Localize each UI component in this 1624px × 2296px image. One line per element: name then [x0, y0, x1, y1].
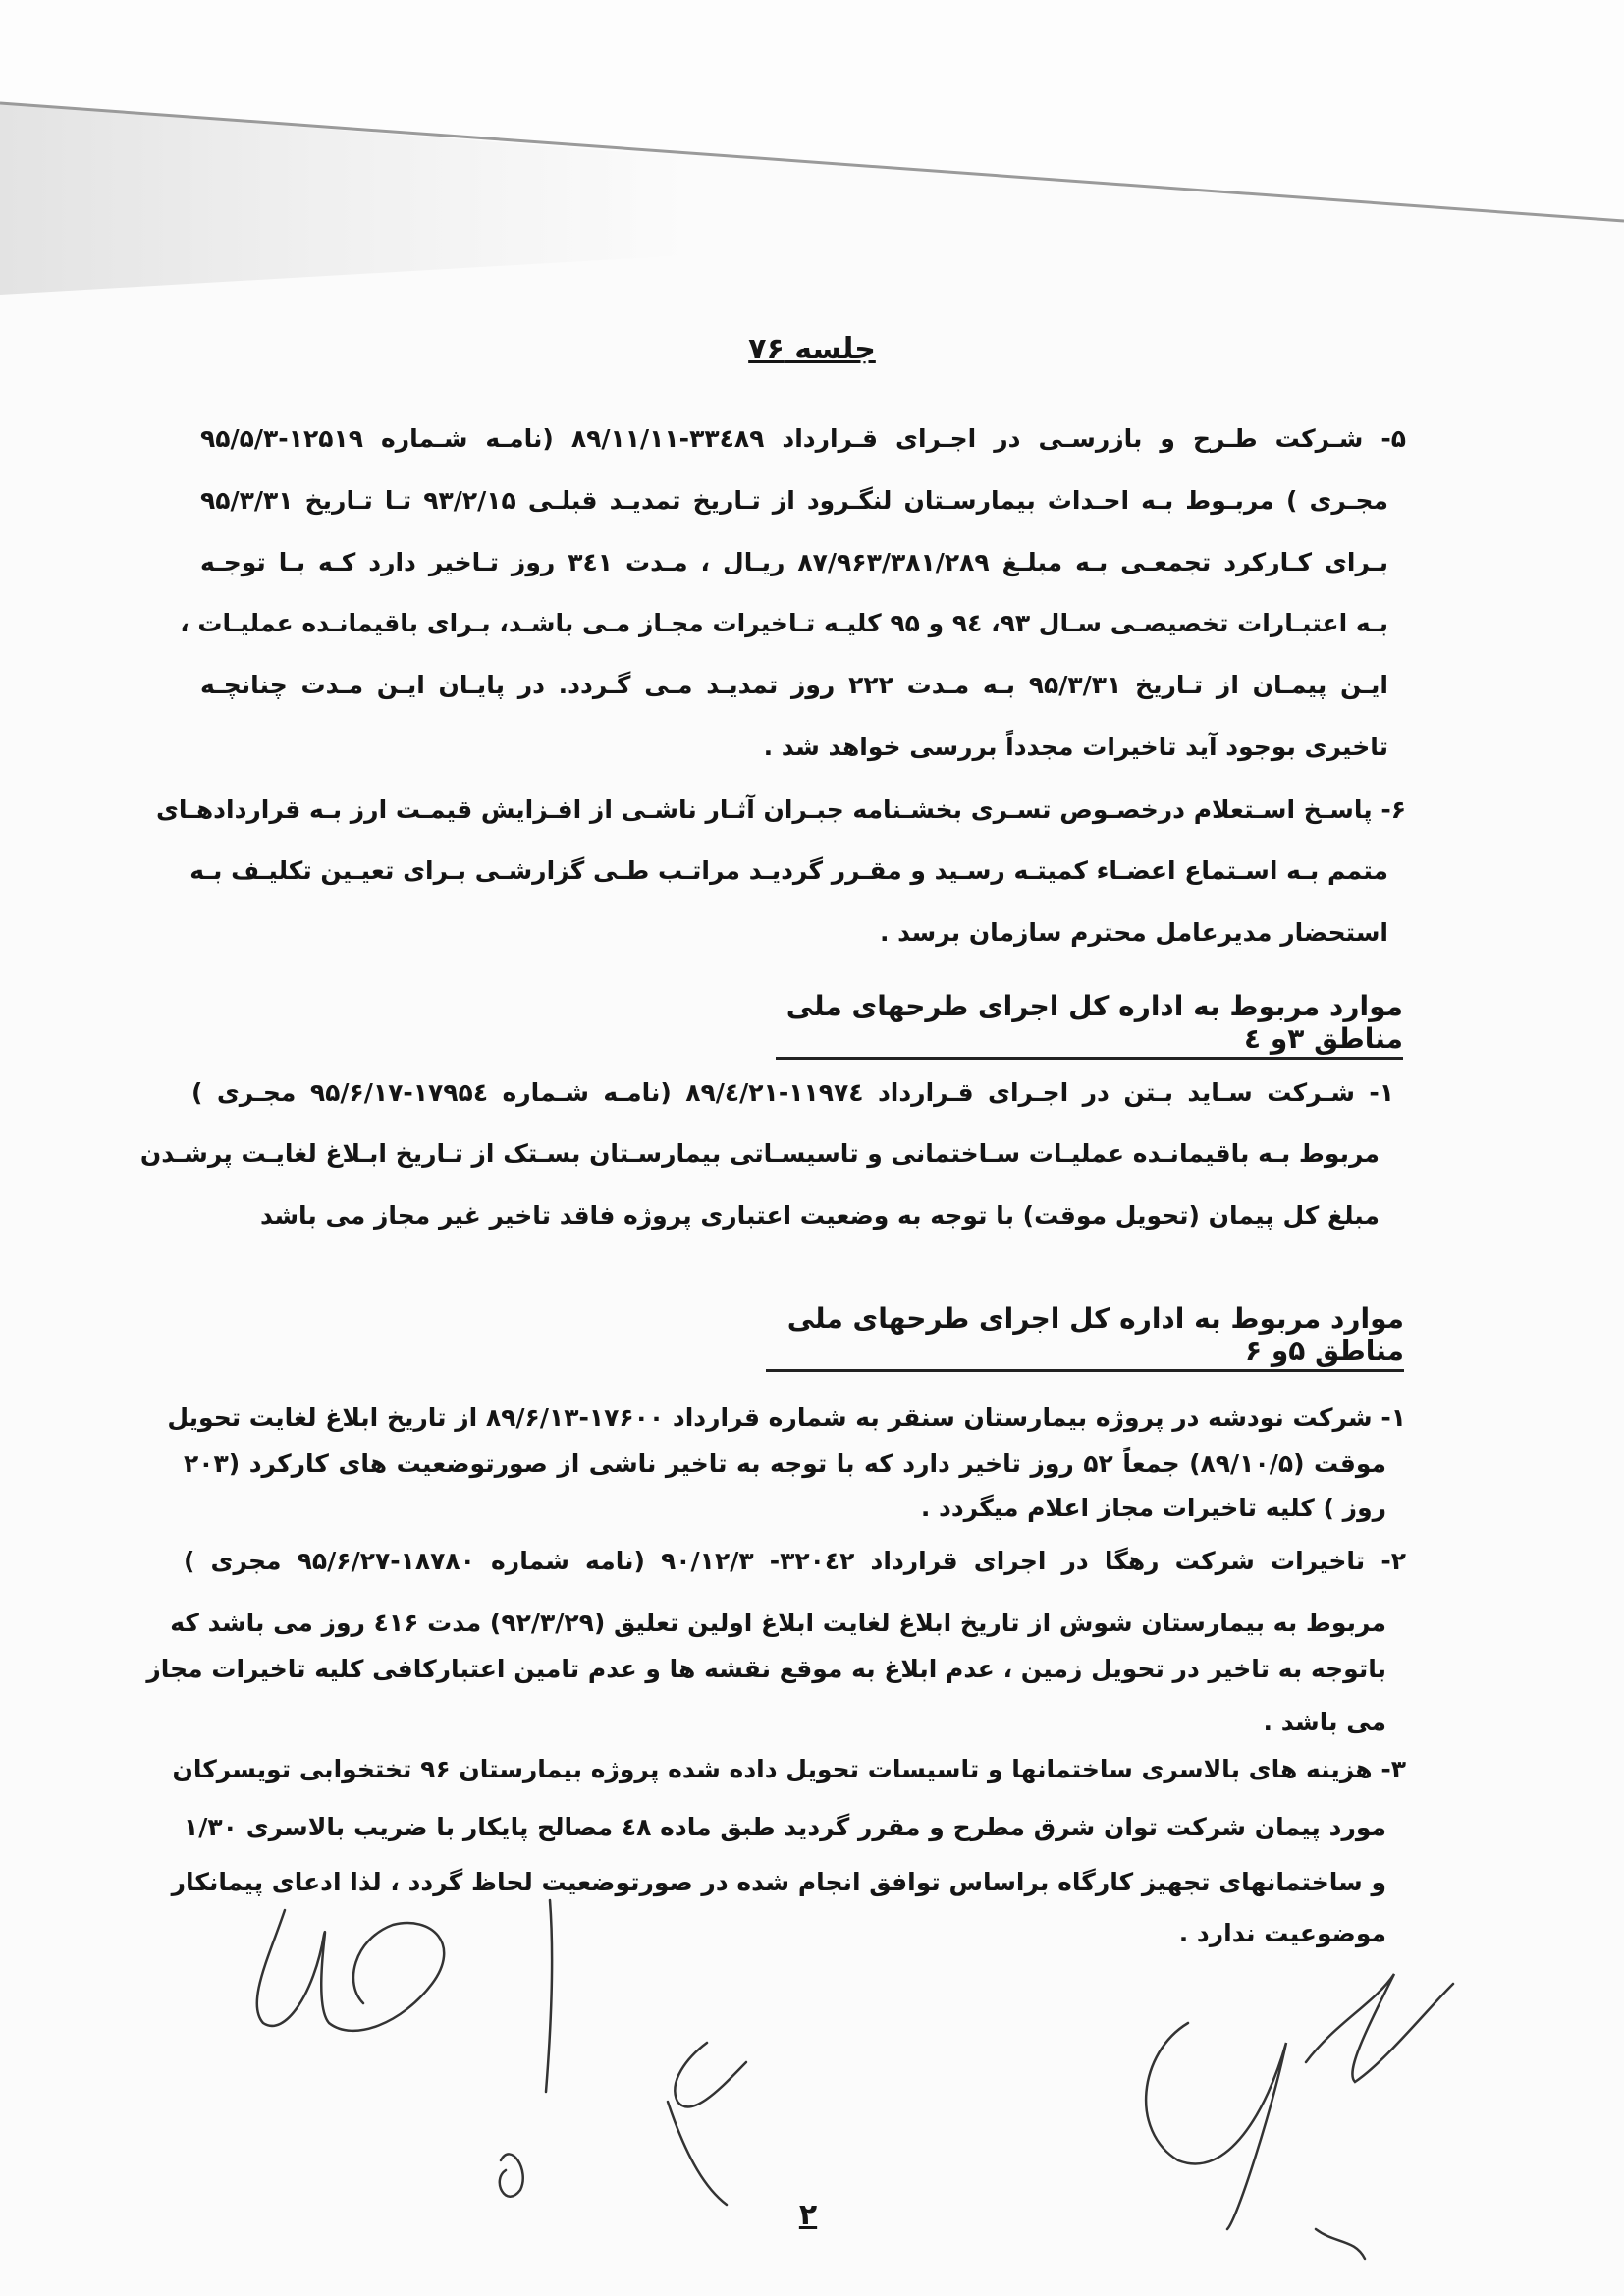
- text-line: مربوط بـه باقیمانـده عملیـات سـاختمانی و تاسیسـاتی بیمارسـتان بسـتک از تـاریخ ابـلاغ لغایـت پرشـدن: [139, 1139, 1380, 1168]
- text-line: ۶- پاسـخ اسـتعلام درخصـوص تسـری بخشـنامه جبـران آثـار ناشـی از افـزایش قیمـت ارز بـه قراردادهـای: [156, 795, 1406, 824]
- text-line: ۲- تاخیرات شرکت رهگا در اجرای قرارداد ۳۲۰٤۲- ۹۰/۱۲/۳ (نامه شماره ۱۸۷۸۰-۹۵/۶/۲۷ مجری ): [184, 1547, 1406, 1575]
- section-heading-regions-3-4: موارد مربوط به اداره کل اجرای طرحهای ملی مناطق ۳و ٤: [776, 990, 1403, 1060]
- text-line: روز ) کلیه تاخیرات مجاز اعلام میگردد .: [920, 1494, 1386, 1522]
- section-heading-regions-5-6: موارد مربوط به اداره کل اجرای طرحهای ملی مناطق ۵و ۶: [766, 1302, 1404, 1372]
- page-number: ۲: [798, 2198, 818, 2232]
- text-line: بـه اعتبـارات تخصیصـی سـال ۹۳، ۹٤ و ۹۵ کلیـه تـاخیرات مجـاز مـی باشـد، بـرای باقیمانـده عملیـات ،: [180, 609, 1388, 637]
- text-line: ۱- شـرکت سـاید بـتن در اجـرای قـرارداد ۱۱۹۷٤-۸۹/٤/۲۱ (نامـه شـماره ۱۷۹۵٤-۹۵/۶/۱۷ مجـری ): [191, 1078, 1394, 1107]
- signature-3: [1146, 1974, 1453, 2259]
- text-line: ۵- شـرکت طـرح و بازرسـی در اجـرای قـرارداد ۳۳٤۸۹-۸۹/۱۱/۱۱ (نامـه شـماره ۱۲۵۱۹-۹۵/۵/۳: [200, 424, 1406, 453]
- text-line: مجـری ) مربـوط بـه احـداث بیمارسـتان لنگـرود از تـاریخ تمدیـد قبلـی ۹۳/۲/۱۵ تـا تـاریخ ۹۵/۳/۳۱: [200, 486, 1388, 515]
- text-line: ۱- شرکت نودشه در پروژه بیمارستان سنقر به شماره قرارداد ۱۷۶۰۰-۸۹/۶/۱۳ از تاریخ ابلاغ لغایت تحویل: [167, 1403, 1406, 1432]
- text-line: می باشد .: [1263, 1708, 1386, 1736]
- text-line: مورد پیمان شرکت توان شرق مطرح و مقرر گردید طبق ماده ٤۸ مصالح پایکار با ضریب بالاسری ۱/۳۰: [184, 1813, 1386, 1841]
- text-line: بـرای کـارکرد تجمعـی بـه مبلـغ ۸۷/۹۶۳/۳۸۱/۲۸۹ ریـال ، مـدت ۳٤۱ روز تـاخیر دارد کـه بـا توجـه: [200, 548, 1388, 576]
- text-line: متمم بـه اسـتماع اعضـاء کمیتـه رسـید و مقـرر گردیـد مراتـب طـی گزارشـی بـرای تعیـین تکلیـف بـه: [189, 856, 1388, 885]
- text-line: موضوعیت ندارد .: [1178, 1919, 1386, 1947]
- scan-shadow: [0, 0, 1624, 295]
- text-line: موقت (۸۹/۱۰/۵) جمعاً ۵۲ روز تاخیر دارد که با توجه به تاخیر ناشی از صورتوضعیت های کارکرد (۲۰۳: [184, 1449, 1387, 1478]
- signature-1: [257, 1910, 444, 2031]
- text-line: و ساختمانهای تجهیز کارگاه براساس توافق انجام شده در صورتوضعیت لحاظ گردد ، لذا ادعای پیمانکار: [171, 1868, 1386, 1896]
- text-line: مربوط به بیمارستان شوش از تاریخ ابلاغ لغایت ابلاغ اولین تعلیق (۹۲/۳/۲۹) مدت ٤۱۶ روز می باشد که: [170, 1609, 1386, 1637]
- session-title: جلسه ۷۶: [748, 332, 876, 366]
- text-line: باتوجه به تاخیر در تحویل زمین ، عدم ابلاغ به موقع نقشه ها و عدم تامین اعتبارکافی کلیه تاخیرات مجاز: [146, 1655, 1386, 1683]
- text-line: مبلغ کل پیمان (تحویل موقت) با توجه به وضعیت اعتباری پروژه فاقد تاخیر غیر مجاز می باشد: [260, 1201, 1380, 1230]
- text-line: ایـن پیمـان از تـاریخ ۹۵/۳/۳۱ بـه مـدت ۲۲۲ روز تمدیـد مـی گـردد. در پایـان ایـن مـدت چنانچـه: [200, 671, 1389, 699]
- text-line: تاخیری بوجود آید تاخیرات مجدداً بررسی خواهد شد .: [763, 733, 1388, 761]
- text-line: ۳- هزینه های بالاسری ساختمانها و تاسیسات تحویل داده شده پروژه بیمارستان ۹۶ تختخوابی تویسرکان: [172, 1755, 1406, 1783]
- signature-2: [500, 1900, 746, 2205]
- text-line: استحضار مدیرعامل محترم سازمان برسد .: [879, 918, 1388, 947]
